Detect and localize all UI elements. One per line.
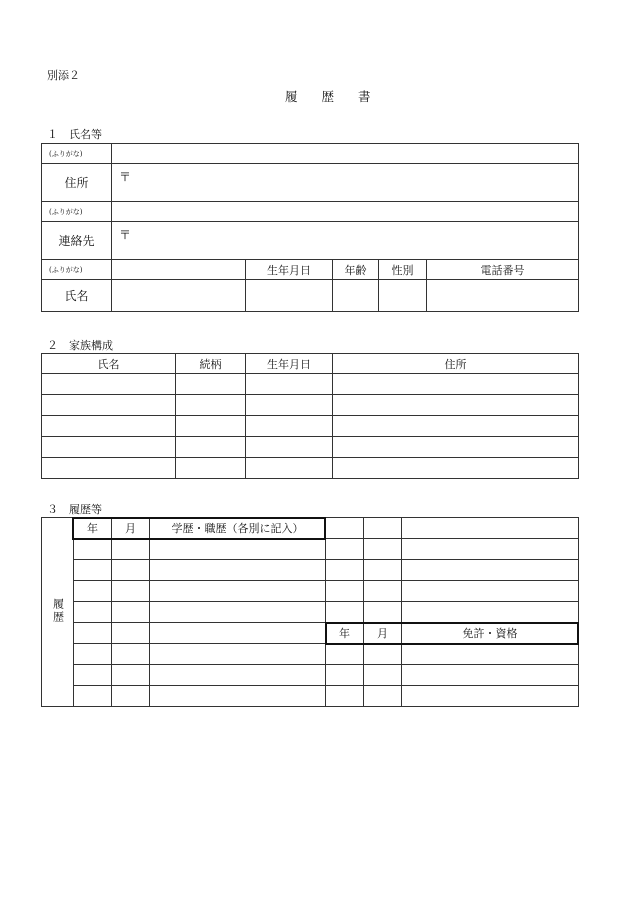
history-cell[interactable] — [402, 644, 579, 665]
furigana-label: (ふりがな) — [42, 202, 112, 222]
family-cell[interactable] — [333, 458, 579, 479]
contact-field[interactable] — [112, 222, 579, 260]
history-cell[interactable] — [364, 644, 402, 665]
family-cell[interactable] — [42, 395, 176, 416]
history-cell[interactable] — [364, 686, 402, 707]
history-cell[interactable] — [150, 686, 326, 707]
table-row — [42, 374, 579, 395]
family-cell[interactable] — [333, 416, 579, 437]
family-cell[interactable] — [246, 437, 333, 458]
family-cell[interactable] — [176, 458, 246, 479]
age-field[interactable] — [333, 280, 379, 312]
family-col-name: 氏名 — [42, 354, 176, 374]
postal-mark: 〒 — [119, 228, 132, 242]
history-cell[interactable] — [74, 644, 112, 665]
license-month-label: 月 — [364, 623, 402, 644]
family-cell[interactable] — [176, 395, 246, 416]
table-row — [42, 416, 579, 437]
history-cell[interactable] — [112, 644, 150, 665]
history-cell[interactable] — [112, 602, 150, 623]
family-cell[interactable] — [42, 416, 176, 437]
page-title: 履 歴 書 — [285, 89, 381, 104]
family-cell[interactable] — [176, 437, 246, 458]
section1-heading: １ 氏名等 — [47, 128, 102, 141]
history-cell[interactable] — [326, 644, 364, 665]
family-cell[interactable] — [42, 374, 176, 395]
address-furigana-field[interactable] — [112, 144, 579, 164]
contact-label: 連絡先 — [42, 222, 112, 260]
name-furigana-field[interactable] — [112, 260, 246, 280]
family-cell[interactable] — [176, 374, 246, 395]
family-cell[interactable] — [333, 395, 579, 416]
history-cell[interactable] — [326, 581, 364, 602]
family-cell[interactable] — [42, 458, 176, 479]
table-row — [42, 665, 579, 686]
history-cell[interactable] — [74, 602, 112, 623]
name-field[interactable] — [112, 280, 246, 312]
history-side-label: 履歴 — [51, 597, 65, 624]
history-cell[interactable] — [402, 560, 579, 581]
family-cell[interactable] — [246, 395, 333, 416]
section3-heading: ３ 履歴等 — [47, 503, 102, 516]
history-cell[interactable] — [74, 560, 112, 581]
table-row — [42, 395, 579, 416]
edu-year-label: 年 — [74, 518, 112, 539]
history-cell[interactable] — [402, 686, 579, 707]
history-cell[interactable] — [364, 539, 402, 560]
address-field[interactable] — [112, 164, 579, 202]
contact-furigana-field[interactable] — [112, 202, 579, 222]
history-cell[interactable] — [74, 686, 112, 707]
furigana-label: (ふりがな) — [42, 260, 112, 280]
edu-history-label: 学歴・職歴（各別に記入） — [150, 518, 326, 539]
family-cell[interactable] — [246, 416, 333, 437]
history-cell[interactable] — [112, 539, 150, 560]
family-cell[interactable] — [246, 374, 333, 395]
history-side-label-cell — [42, 518, 74, 707]
history-cell[interactable] — [150, 560, 326, 581]
history-cell[interactable] — [364, 518, 402, 539]
family-cell[interactable] — [246, 458, 333, 479]
name-label: 氏名 — [42, 280, 112, 312]
history-cell[interactable] — [364, 560, 402, 581]
gender-label: 性別 — [379, 260, 427, 280]
phone-label: 電話番号 — [427, 260, 579, 280]
history-cell[interactable] — [150, 602, 326, 623]
gender-field[interactable] — [379, 280, 427, 312]
license-label: 免許・資格 — [402, 623, 579, 644]
family-table — [41, 353, 579, 479]
history-cell[interactable] — [150, 623, 326, 644]
history-cell[interactable] — [150, 644, 326, 665]
family-col-relation: 続柄 — [176, 354, 246, 374]
table-row — [42, 644, 579, 665]
family-col-address: 住所 — [333, 354, 579, 374]
age-label: 年齢 — [333, 260, 379, 280]
history-cell[interactable] — [402, 539, 579, 560]
history-cell[interactable] — [112, 623, 150, 644]
personal-info-table — [41, 143, 579, 312]
history-cell[interactable] — [364, 602, 402, 623]
family-cell[interactable] — [333, 374, 579, 395]
furigana-label: (ふりがな) — [42, 144, 112, 164]
table-row — [42, 602, 579, 623]
birthdate-field[interactable] — [246, 280, 333, 312]
history-cell[interactable] — [326, 665, 364, 686]
history-cell[interactable] — [326, 518, 364, 539]
phone-field[interactable] — [427, 280, 579, 312]
birthdate-label: 生年月日 — [246, 260, 333, 280]
history-table — [41, 517, 579, 707]
history-cell[interactable] — [402, 602, 579, 623]
attachment-label: 別添２ — [47, 69, 80, 82]
history-cell[interactable] — [112, 581, 150, 602]
history-cell[interactable] — [326, 686, 364, 707]
history-cell[interactable] — [326, 560, 364, 581]
table-row — [42, 539, 579, 560]
history-cell[interactable] — [402, 665, 579, 686]
history-cell[interactable] — [74, 665, 112, 686]
family-cell[interactable] — [333, 437, 579, 458]
history-cell[interactable] — [150, 539, 326, 560]
section2-heading: ２ 家族構成 — [47, 339, 113, 352]
table-row — [42, 686, 579, 707]
history-cell[interactable] — [74, 623, 112, 644]
table-row — [42, 581, 579, 602]
family-col-birthdate: 生年月日 — [246, 354, 333, 374]
history-cell[interactable] — [326, 539, 364, 560]
family-cell[interactable] — [42, 437, 176, 458]
table-row — [42, 458, 579, 479]
history-cell[interactable] — [150, 581, 326, 602]
history-cell[interactable] — [364, 581, 402, 602]
edu-month-label: 月 — [112, 518, 150, 539]
license-year-label: 年 — [326, 623, 364, 644]
history-cell[interactable] — [74, 539, 112, 560]
history-cell[interactable] — [364, 665, 402, 686]
family-cell[interactable] — [176, 416, 246, 437]
history-cell[interactable] — [112, 560, 150, 581]
table-row — [42, 560, 579, 581]
history-cell[interactable] — [402, 518, 579, 539]
postal-mark: 〒 — [119, 170, 132, 184]
history-cell[interactable] — [112, 665, 150, 686]
history-cell[interactable] — [150, 665, 326, 686]
history-cell[interactable] — [74, 581, 112, 602]
history-cell[interactable] — [112, 686, 150, 707]
history-cell[interactable] — [402, 581, 579, 602]
table-row — [42, 437, 579, 458]
history-cell[interactable] — [326, 602, 364, 623]
address-label: 住所 — [42, 164, 112, 202]
